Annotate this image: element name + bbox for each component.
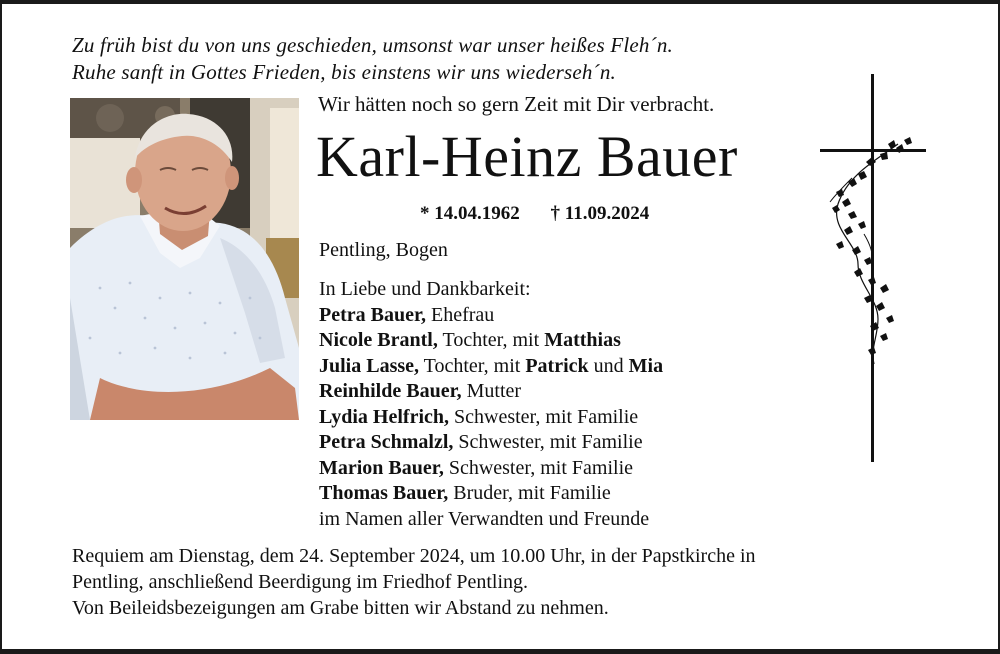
deceased-name: Karl-Heinz Bauer xyxy=(316,124,738,189)
mourner-relation: Schwester, mit Familie xyxy=(449,405,639,428)
mourner-name: Petra Schmalzl, xyxy=(319,431,454,453)
mourner-partner-name: Matthias xyxy=(544,329,621,351)
mourners-closing: im Namen aller Verwandten und Freunde xyxy=(319,507,650,530)
mourner-relation: Tochter, mit xyxy=(419,354,526,377)
verse-line-2: Ruhe sanft in Gottes Frieden, bis einstens wir uns wiederseh´n. xyxy=(72,60,616,84)
mourner-relation: Mutter xyxy=(461,380,522,402)
death-date: † 11.09.2024 xyxy=(550,203,650,224)
mourner-line xyxy=(319,354,663,380)
mourner-relation: Tochter, mit xyxy=(437,329,545,351)
mourner-relation: Schwester, mit Familie xyxy=(443,456,633,479)
mourner-line xyxy=(319,405,663,431)
service-information xyxy=(72,543,756,621)
footer-line-2: Pentling, anschließend Beerdigung im Friedhof Pentling. xyxy=(72,571,529,593)
mourner-name: Thomas Bauer, xyxy=(319,482,449,504)
mourner-relation: Ehefrau xyxy=(426,303,495,326)
footer-line-1: Requiem am Dienstag, dem 24. September 2024, um 10.00 Uhr, in der Papstkirche in xyxy=(72,545,756,567)
mourner-name: Reinhilde Bauer, xyxy=(319,380,462,402)
mourner-line xyxy=(319,481,663,507)
mourner-name: Petra Bauer, xyxy=(319,303,427,326)
mourner-line xyxy=(319,303,663,329)
mourner-relation: Schwester, mit Familie xyxy=(453,431,643,453)
mourner-conjunction: und xyxy=(588,354,629,377)
birth-date: * 14.04.1962 xyxy=(420,203,520,224)
mourner-name: Julia Lasse, xyxy=(319,354,420,377)
tagline: Wir hätten noch so gern Zeit mit Dir verbracht. xyxy=(318,92,715,116)
mourner-line xyxy=(319,456,663,482)
verse-line-1: Zu früh bist du von uns geschieden, umsonst war unser heißes Fleh´n. xyxy=(72,33,673,57)
mourner-child-name: Mia xyxy=(628,354,664,377)
mourner-line xyxy=(319,379,663,405)
life-dates xyxy=(420,203,649,225)
mourner-relation: Bruder, mit Familie xyxy=(448,482,611,504)
mourner-partner-name: Patrick xyxy=(525,354,589,377)
mourners-intro: In Liebe und Dankbarkeit: xyxy=(319,278,531,300)
residence-place: Pentling, Bogen xyxy=(319,239,448,261)
mourner-line xyxy=(319,430,663,456)
memorial-verse xyxy=(72,32,673,86)
footer-line-3: Von Beileidsbezeigungen am Grabe bitten wir Abstand zu nehmen. xyxy=(72,597,609,619)
portrait-photo xyxy=(70,98,299,420)
mourner-name: Lydia Helfrich, xyxy=(319,405,449,428)
mourner-name: Marion Bauer, xyxy=(319,456,444,479)
mourner-name: Nicole Brantl, xyxy=(319,329,438,351)
mourners-list xyxy=(319,277,663,532)
cross-with-vine-icon xyxy=(818,74,928,462)
mourner-line xyxy=(319,328,663,354)
